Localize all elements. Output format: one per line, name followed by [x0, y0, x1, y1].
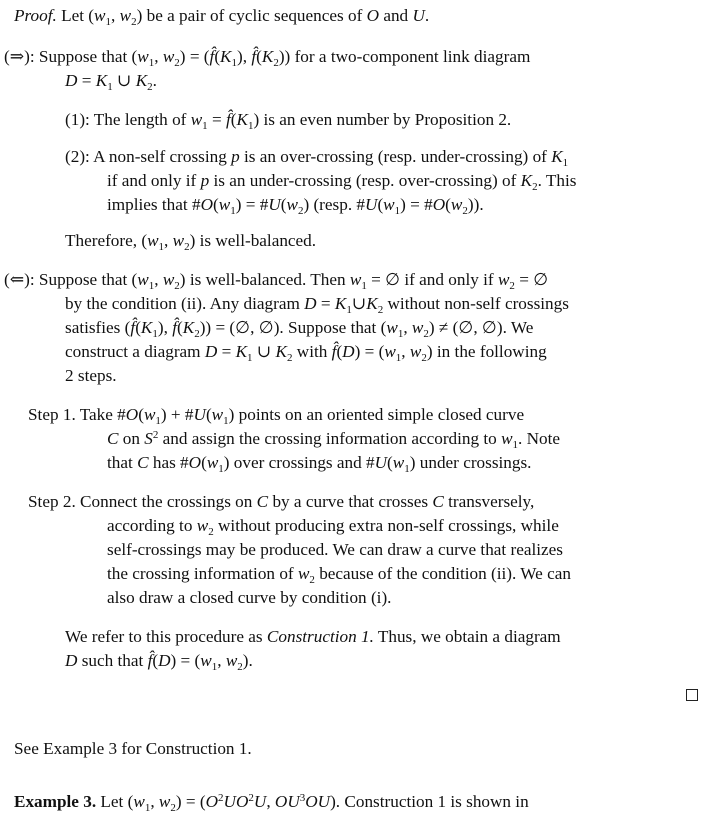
text-line-17: Step 2. Connect the crossings on C by a curve that crosses C transversely,	[28, 492, 535, 511]
text-line-12: construct a diagram $D = K_1$ ∪ $K_2$ with f̂(D) = ($w_1$, $w_2$) in the following	[65, 342, 547, 364]
text-line-23: D such that f̂(D) = ($w_1$, $w_2$).	[65, 651, 253, 673]
text-line-4: (1): The length of $w_1$ = $f̂(K_1)$ is an even number by Proposition 2.	[65, 110, 512, 132]
text-line-7: implies that $\#O(w_1)$ = $\#U(w_2)$ (resp. $\#U(w_1)$ = $\#O(w_2)$).	[107, 195, 484, 217]
text-line-25: Example 3. Let ($w_1$, $w_2) = (O^2UO^2U$, $OU^3OU$). Construction 1 is shown in	[14, 792, 529, 814]
text-line-16: that C has $\#O(w_1)$ over crossings and $\#U(w_1)$ under crossings.	[107, 453, 532, 475]
text-line-14: Step 1. Take $\#O(w_1)$ + $\#U(w_1)$ points on an oriented simple closed curve	[28, 405, 525, 427]
text-line-10: by the condition (ii). Any diagram $D = K_1\cup K_2$ without non-self crossings	[65, 294, 569, 316]
text-line-19: self-crossings may be produced. We can draw a curve that realizes	[107, 540, 563, 559]
text-line-1: Proof. Let ($w_1$, $w_2$) be a pair of cyclic sequences of O and U.	[14, 6, 430, 28]
text-line-9: (⇐): Suppose that ($w_1$, $w_2$) is well-balanced. Then $w_1$ = ∅ if and only if $w_2$ = ∅	[4, 270, 549, 292]
text-line-8: Therefore, ($w_1$, $w_2$) is well-balanced.	[65, 231, 317, 253]
text-line-24: See Example 3 for Construction 1.	[14, 739, 252, 758]
text-line-2: (⇒): Suppose that ($w_1$, $w_2$) = ($f̂(K_1)$, $f̂(K_2)$) for a two-component link diagram	[4, 47, 531, 69]
text-line-6: if and only if p is an under-crossing (resp. over-crossing) of $K_2$. This	[107, 171, 577, 193]
text-line-13: 2 steps.	[65, 366, 117, 385]
text-line-15: C on $S^2$ and assign the crossing information according to $w_1$. Note	[107, 429, 561, 451]
text-line-5: (2): A non-self crossing p is an over-crossing (resp. under-crossing) of $K_1$	[65, 147, 569, 169]
qed-square-icon	[686, 689, 698, 701]
text-line-20: the crossing information of $w_2$ because of the condition (ii). We can	[107, 564, 571, 586]
text-line-22: We refer to this procedure as Construction 1. Thus, we obtain a diagram	[65, 627, 561, 646]
text-line-11: satisfies ($f̂(K_1)$, $f̂(K_2)$) = (∅, ∅). Suppose that ($w_1$, $w_2$) ≠ (∅, ∅). We	[65, 318, 534, 340]
text-line-21: also draw a closed curve by condition (i).	[107, 588, 392, 607]
text-line-3: $D = K_1$ ∪ $K_2$.	[65, 71, 157, 93]
text-line-18: according to $w_2$ without producing extra non-self crossings, while	[107, 516, 559, 538]
